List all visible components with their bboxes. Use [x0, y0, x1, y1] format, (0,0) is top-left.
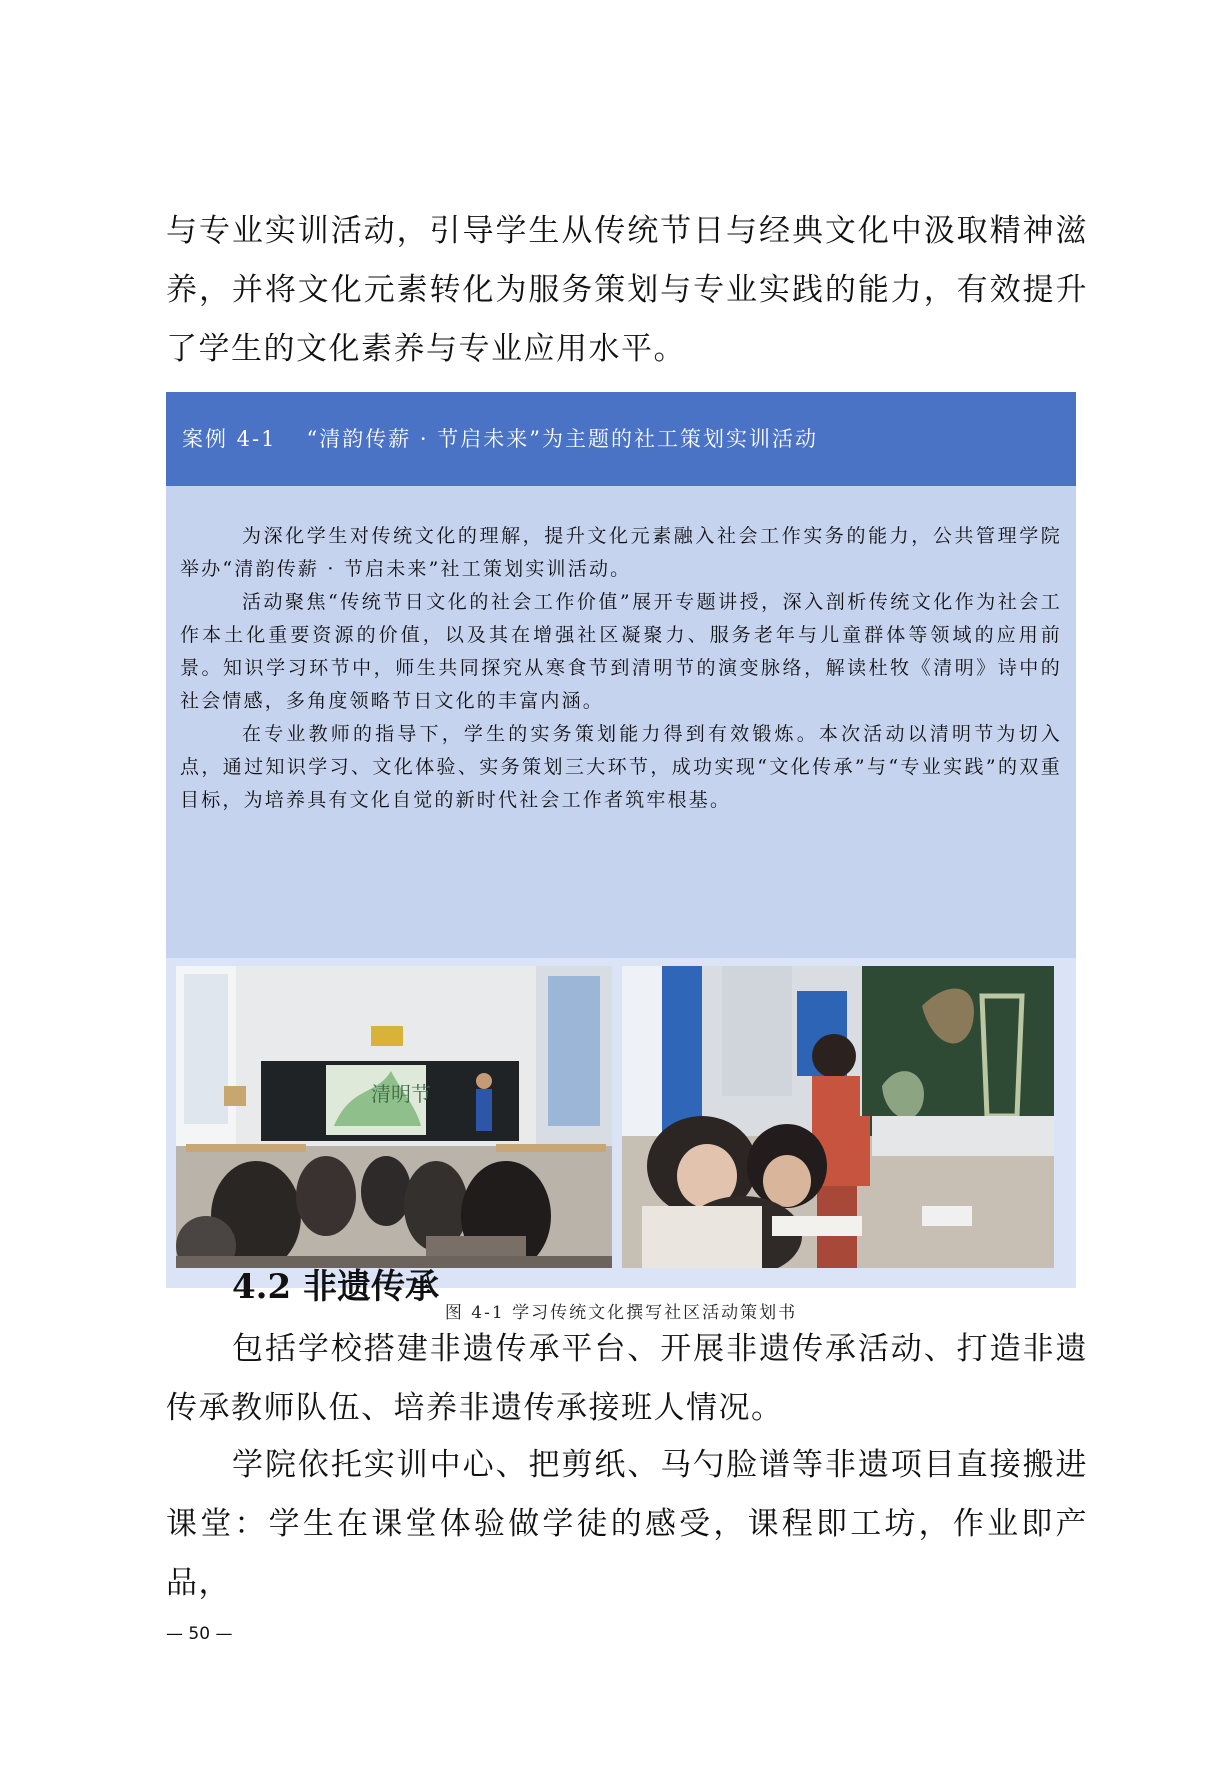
page-number: — 50 — [166, 1624, 233, 1644]
photo-strip [166, 958, 1076, 1288]
section-paragraph: 学院依托实训中心、把剪纸、马勺脸谱等非遗项目直接搬进课堂：学生在课堂体验做学徒的感受，课程即工坊，作业即产品， [166, 1447, 1088, 1601]
slide-text: 清明节 [371, 1082, 431, 1106]
case-paragraph: 为深化学生对传统文化的理解，提升文化元素融入社会工作实务的能力，公共管理学院举办“清韵传薪 · 节启未来”社工策划实训活动。 [180, 525, 1062, 580]
case-paragraph: 在专业教师的指导下，学生的实务策划能力得到有效锻炼。本次活动以清明节为切入点，通过知识学习、文化体验、实务策划三大环节，成功实现“文化传承”与“专业实践”的双重目标，为培养具有文化自觉的新时代社会工作者筑牢根基。 [180, 723, 1062, 811]
section-title: 非遗传承 [303, 1267, 439, 1307]
case-text [180, 520, 1062, 817]
case-header [166, 392, 1076, 486]
figure-caption: 图 4-1 学习传统文化撰写社区活动策划书 [444, 1303, 798, 1323]
teacher-guiding-photo [622, 966, 1054, 1268]
section-heading [232, 1262, 439, 1312]
case-paragraph: 活动聚焦“传统节日文化的社会工作价值”展开专题讲授，深入剖析传统文化作为社会工作本土化重要资源的价值，以及其在增强社区凝聚力、服务老年与儿童群体等领域的应用前景。知识学习环节中，师生共同探究从寒食节到清明节的演变脉络，解读杜牧《清明》诗中的社会情感，多角度领略节日文化的丰富内涵。 [180, 591, 1062, 712]
intro-paragraph: 与专业实训活动，引导学生从传统节日与经典文化中汲取精神滋养，并将文化元素转化为服务策划与专业实践的能力，有效提升了学生的文化素养与专业应用水平。 [166, 213, 1088, 367]
section-number: 4.2 [232, 1267, 292, 1307]
classroom-lecture-photo [176, 966, 612, 1268]
case-label: 案例 4-1 [182, 427, 277, 451]
section-paragraph: 包括学校搭建非遗传承平台、开展非遗传承活动、打造非遗传承教师队伍、培养非遗传承接班人情况。 [166, 1331, 1088, 1426]
case-title: “清韵传薪 · 节启未来”为主题的社工策划实训活动 [306, 427, 818, 451]
